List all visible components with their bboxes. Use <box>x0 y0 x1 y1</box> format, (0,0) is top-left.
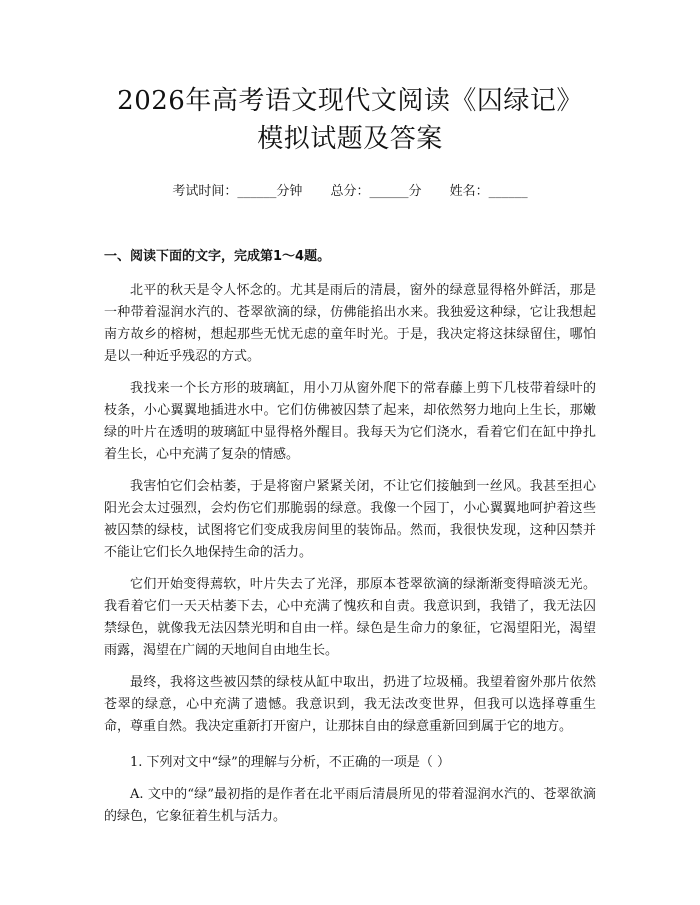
passage-paragraph: 我找来一个长方形的玻璃缸，用小刀从窗外爬下的常春藤上剪下几枝带着绿叶的枝条，小心翼翼地插进水中。它们仿佛被囚禁了起来，却依然努力地向上生长，那嫩绿的叶片在透明的玻璃缸中显得格外醒目。我每天为它们浇水，看着它们在缸中挣扎着生长，心中充满了复杂的情感。 <box>104 381 596 462</box>
passage-paragraph: 最终，我将这些被囚禁的绿枝从缸中取出，扔进了垃圾桶。我望着窗外那片依然苍翠的绿意，心中充满了遗憾。我意识到，我无法改变世界，但我可以选择尊重生命，尊重自然。我决定重新打开窗户，让那抹自由的绿意重新回到属于它的地方。 <box>104 675 596 734</box>
exam-time-field: 考试时间：______分钟 <box>172 184 303 199</box>
passage-paragraph: 我害怕它们会枯萎，于是将窗户紧紧关闭，不让它们接触到一丝风。我甚至担心阳光会太过强烈，会灼伤它们那脆弱的绿意。我像一个园丁，小心翼翼地呵护着这些被囚禁的绿枝，试图将它们变成我房间里的装饰品。然而，我很快发现，这种囚禁并不能让它们长久地保持生命的活力。 <box>104 479 596 560</box>
passage-paragraph: 它们开始变得蔫软，叶片失去了光泽，那原本苍翠欲滴的绿渐渐变得暗淡无光。我看着它们一天天枯萎下去，心中充满了愧疚和自责。我意识到，我错了，我无法囚禁绿色，就像我无法囚禁光明和自由一样。绿色是生命力的象征，它渴望阳光，渴望雨露，渴望在广阔的天地间自由地生长。 <box>104 577 596 658</box>
question-1-option-a: A. 文中的“绿”最初指的是作者在北平雨后清晨所见的带着湿润水汽的、苍翠欲滴的绿色，它象征着生机与活力。 <box>104 787 596 824</box>
document-title: 2026年高考语文现代文阅读《囚绿记》模拟试题及答案 <box>117 86 583 154</box>
exam-info-line <box>104 182 596 202</box>
section-heading: 一、阅读下面的文字，完成第1～4题。 <box>104 249 331 264</box>
question-1: 1. 下列对文中“绿”的理解与分析，不正确的一项是（ ） <box>130 755 450 770</box>
exam-score-field: 总分：______分 <box>330 184 422 199</box>
passage-paragraph: 北平的秋天是令人怀念的。尤其是雨后的清晨，窗外的绿意显得格外鲜活，那是一种带着湿润水汽的、苍翠欲滴的绿，仿佛能掐出水来。我独爱这种绿，它让我想起南方故乡的榕树，想起那些无忧无虑的童年时光。于是，我决定将这抹绿留住，哪怕是以一种近乎残忍的方式。 <box>104 283 596 364</box>
reading-passage <box>104 280 596 738</box>
exam-name-field: 姓名：______ <box>449 184 528 199</box>
